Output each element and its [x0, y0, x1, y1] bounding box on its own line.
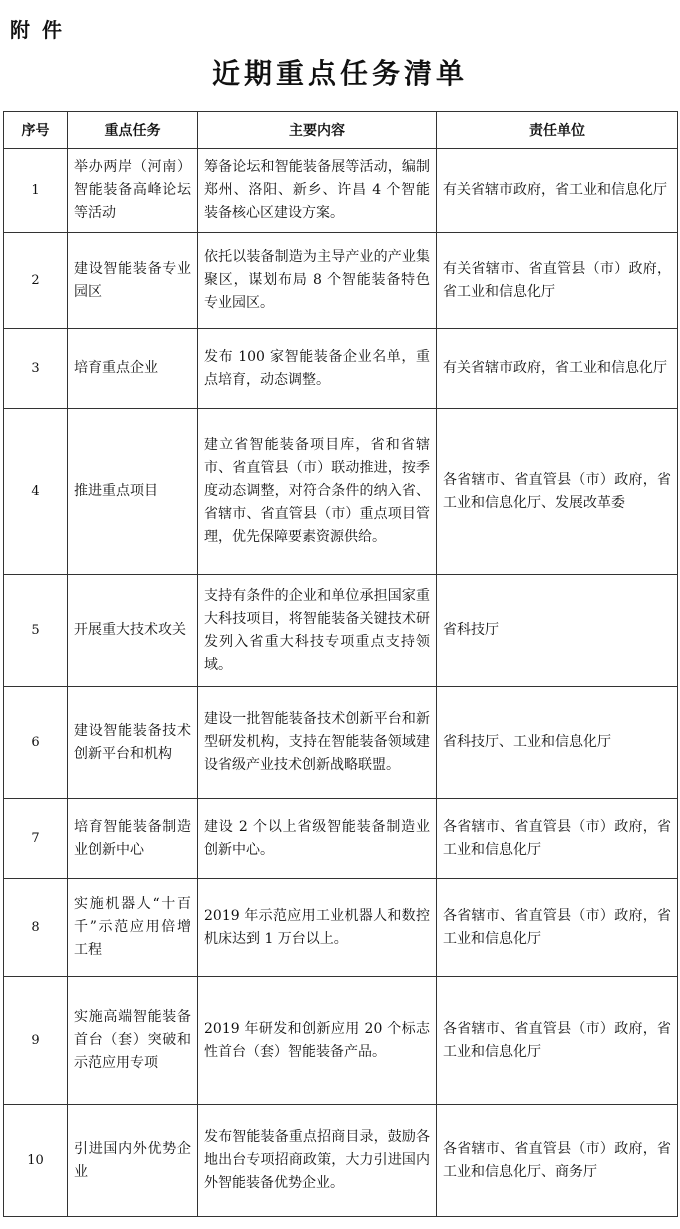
- task-table: [3, 111, 678, 1217]
- table-header-row: [4, 112, 678, 149]
- content-cell: 2019 年示范应用工业机器人和数控机床达到 1 万台以上。: [198, 879, 437, 977]
- content-cell: 支持有条件的企业和单位承担国家重大科技项目，将智能装备关键技术研发列入省重大科技专项重点支持领域。: [198, 575, 437, 687]
- dept-cell: 各省辖市、省直管县（市）政府，省工业和信息化厅: [437, 879, 678, 977]
- row-number: 10: [4, 1105, 68, 1217]
- table-row: [4, 977, 678, 1105]
- task-cell: 实施机器人“十百千”示范应用倍增工程: [68, 879, 198, 977]
- dept-cell: 省科技厅: [437, 575, 678, 687]
- column-header-content: 主要内容: [198, 112, 437, 149]
- content-cell: 建设 2 个以上省级智能装备制造业创新中心。: [198, 799, 437, 879]
- task-cell: 实施高端智能装备首台（套）突破和示范应用专项: [68, 977, 198, 1105]
- task-cell: 引进国内外优势企业: [68, 1105, 198, 1217]
- dept-cell: 各省辖市、省直管县（市）政府，省工业和信息化厅: [437, 799, 678, 879]
- table-row: [4, 329, 678, 409]
- table-row: [4, 687, 678, 799]
- attachment-label: 附件: [10, 18, 74, 42]
- task-cell: 建设智能装备专业园区: [68, 233, 198, 329]
- dept-cell: 有关省辖市政府，省工业和信息化厅: [437, 329, 678, 409]
- row-number: 1: [4, 149, 68, 233]
- table-row: [4, 233, 678, 329]
- row-number: 2: [4, 233, 68, 329]
- task-cell: 开展重大技术攻关: [68, 575, 198, 687]
- table-row: [4, 409, 678, 575]
- table-row: [4, 799, 678, 879]
- content-cell: 建立省智能装备项目库，省和省辖市、省直管县（市）联动推进，按季度动态调整，对符合条件的纳入省、省辖市、省直管县（市）重点项目管理，优先保障要素资源供给。: [198, 409, 437, 575]
- row-number: 4: [4, 409, 68, 575]
- table-row: [4, 1105, 678, 1217]
- dept-cell: 各省辖市、省直管县（市）政府，省工业和信息化厅、发展改革委: [437, 409, 678, 575]
- content-cell: 发布 100 家智能装备企业名单，重点培育，动态调整。: [198, 329, 437, 409]
- column-header-no: 序号: [4, 112, 68, 149]
- task-cell: 举办两岸（河南）智能装备高峰论坛等活动: [68, 149, 198, 233]
- dept-cell: 有关省辖市、省直管县（市）政府，省工业和信息化厅: [437, 233, 678, 329]
- row-number: 8: [4, 879, 68, 977]
- row-number: 5: [4, 575, 68, 687]
- row-number: 6: [4, 687, 68, 799]
- task-cell: 培育智能装备制造业创新中心: [68, 799, 198, 879]
- dept-cell: 各省辖市、省直管县（市）政府，省工业和信息化厅: [437, 977, 678, 1105]
- table-row: [4, 879, 678, 977]
- content-cell: 2019 年研发和创新应用 20 个标志性首台（套）智能装备产品。: [198, 977, 437, 1105]
- page-title: 近期重点任务清单: [211, 57, 468, 90]
- task-cell: 推进重点项目: [68, 409, 198, 575]
- column-header-dept: 责任单位: [437, 112, 678, 149]
- column-header-task: 重点任务: [68, 112, 198, 149]
- table-row: [4, 575, 678, 687]
- dept-cell: 有关省辖市政府，省工业和信息化厅: [437, 149, 678, 233]
- task-cell: 建设智能装备技术创新平台和机构: [68, 687, 198, 799]
- row-number: 7: [4, 799, 68, 879]
- dept-cell: 省科技厅、工业和信息化厅: [437, 687, 678, 799]
- dept-cell: 各省辖市、省直管县（市）政府，省工业和信息化厅、商务厅: [437, 1105, 678, 1217]
- row-number: 9: [4, 977, 68, 1105]
- task-cell: 培育重点企业: [68, 329, 198, 409]
- content-cell: 建设一批智能装备技术创新平台和新型研发机构，支持在智能装备领域建设省级产业技术创新战略联盟。: [198, 687, 437, 799]
- content-cell: 筹备论坛和智能装备展等活动，编制郑州、洛阳、新乡、许昌 4 个智能装备核心区建设方案。: [198, 149, 437, 233]
- table-row: [4, 149, 678, 233]
- content-cell: 发布智能装备重点招商目录，鼓励各地出台专项招商政策，大力引进国内外智能装备优势企业。: [198, 1105, 437, 1217]
- content-cell: 依托以装备制造为主导产业的产业集聚区，谋划布局 8 个智能装备特色专业园区。: [198, 233, 437, 329]
- row-number: 3: [4, 329, 68, 409]
